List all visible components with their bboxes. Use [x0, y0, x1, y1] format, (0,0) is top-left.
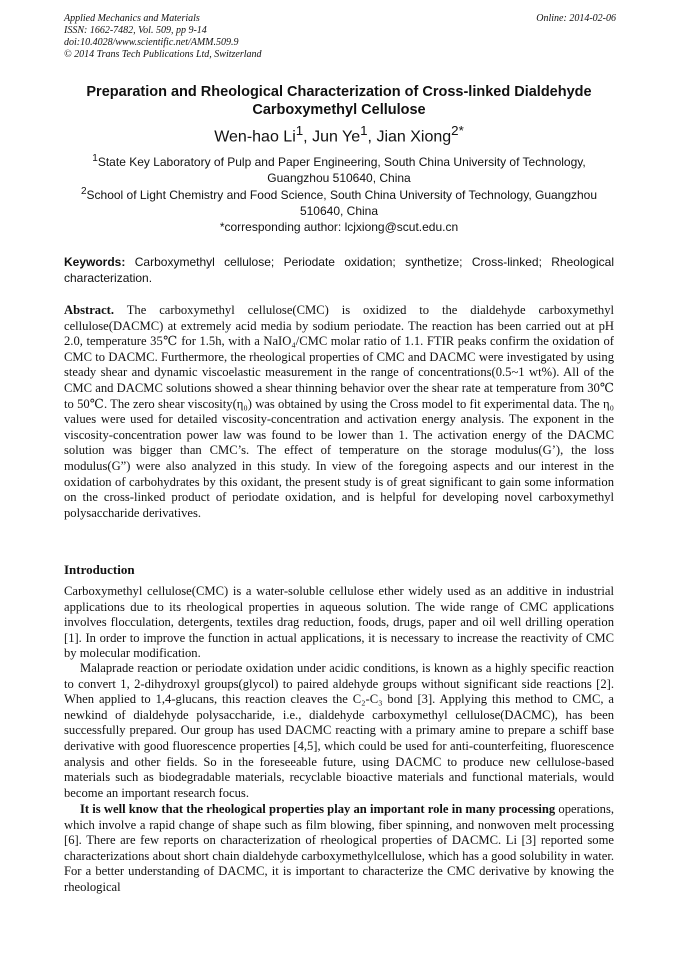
- journal-name: Applied Mechanics and Materials: [64, 13, 200, 24]
- abstract: [64, 303, 614, 521]
- affiliation-1: [64, 151, 614, 186]
- journal-header: [64, 13, 262, 61]
- copyright-line: © 2014 Trans Tech Publications Ltd, Switzerland: [64, 49, 262, 60]
- abstract-label: Abstract.: [64, 303, 115, 317]
- keywords-text: Carboxymethyl cellulose; Periodate oxidation; synthetize; Cross-linked; Rheological characterization.: [64, 255, 615, 285]
- affiliation-2: [64, 184, 614, 219]
- paper-title: Preparation and Rheological Characterization of Cross-linked Dialdehyde Carboxymethyl Cellulose: [86, 84, 592, 118]
- affiliation-sup: 1: [92, 153, 98, 164]
- affiliation-sup: 2: [80, 186, 87, 197]
- issn-line: ISSN: 1662-7482, Vol. 509, pp 9-14: [64, 25, 207, 36]
- author-separator: ,: [303, 128, 313, 146]
- abstract-text: The carboxymethyl cellulose(CMC) is oxidized to the dialdehyde carboxymethyl cellulose(DACMC) at extremely acid media by sodium periodate. The reaction has been carried out at pH 2.0, temperature 35℃ for 1.5h, with a NaIO₄/CMC molar ratio of 1.1. FTIR peaks confirm the oxidation of CMC to DACMC. Furthermore, the rheological properties of CMC and DACMC were investigated by using steady shear and dynamic viscoelastic measurement in the range of concentrations(0.5~1 wt%). All of the CMC and DACMC solutions showed a shear thinning behavior over the shear rate at temperature from 30℃ to 50℃. The zero shear viscosity(η₀) was obtained by using the Cross model to fit experimental data. The η₀ values were used for detailed viscosity-concentration and activation energy analysis. The exponent in the viscosity-concentration power law was found to be lower than 1. The activation energy of the DACMC solution was bigger than CMC’s. The effect of temperature on the storage modulus(G’), the loss modulus(G”) were also analyzed in this study. In view of the foregoing aspects and our interest in the oxidation of carbohydrates by this oxidant, the present study is of great significant to gain some information on the cross-linked product of periodate oxidation, and is helpful for developing novel carboxymethyl polysaccharide derivatives.: [64, 303, 615, 520]
- author-affil-sup: 1: [360, 123, 368, 138]
- author-affil-sup: 2*: [451, 123, 464, 138]
- keywords: [64, 254, 614, 286]
- intro-paragraph-3-text: operations, which involve a rapid change of shape such as film blowing, fiber spinning, and nonwoven melt processing [6]. There are few reports on characterization of rheological properties of DACMC. Li [3] reported some characterizations about short chain dialdehyde carboxymethylcellulose, which has a good solubility in water. For a better understanding of DACMC, it is important to characterize the CMC derivative by knowing the rheological: [64, 802, 614, 894]
- affiliation-text: State Key Laboratory of Pulp and Paper Engineering, South China University of Technology, Guangzhou 510640, China: [97, 155, 586, 185]
- intro-paragraph-2: Malaprade reaction or periodate oxidation under acidic conditions, is known as a highly specific reaction to convert 1, 2-dihydroxyl groups(glycol) to paired aldehyde groups without significant side reactions [2]. When applied to 1,4-glucans, this reaction cleaves the C₂-C₃ bond [3]. Applying this method to CMC, a newkind of dialdehyde polysaccharide, i.e., dialdehyde carboxymethyl cellulose(DACMC), has been successfully prepared. Our group has used DACMC reacting with a primary amine to prepare a schiff base derivative with good fluorescence properties [4,5], which could be used for anti-counterfeiting, fluorescence analysis and other fields. So in the foreseeable future, using DACMC to produce new cellulose-based materials such as biodegradable materials, recyclable bioactive materials and functional materials, would become an important research focus.: [64, 661, 614, 800]
- intro-paragraph-3: [64, 802, 614, 896]
- doi-line: doi:10.4028/www.scientific.net/AMM.509.9: [64, 37, 239, 48]
- affiliation-text: School of Light Chemistry and Food Science, South China University of Technology, Guangzhou 510640, China: [86, 188, 598, 218]
- corresponding-author: *corresponding author: lcjxiong@scut.edu.cn: [219, 220, 459, 234]
- keywords-label: Keywords:: [64, 255, 126, 269]
- author-name: Jian Xiong: [376, 128, 452, 146]
- author-affil-sup: 1: [295, 123, 304, 138]
- introduction-heading: Introduction: [64, 562, 135, 577]
- author-list: [64, 123, 614, 146]
- online-date: Online: 2014-02-06: [536, 13, 616, 24]
- author-name: Wen-hao Li: [214, 128, 296, 146]
- author-name: Jun Ye: [312, 128, 361, 146]
- author-separator: ,: [367, 128, 377, 146]
- intro-paragraph-3-bold: It is well know that the rheological properties play an important role in many processing: [80, 802, 556, 816]
- intro-paragraph-1: Carboxymethyl cellulose(CMC) is a water-soluble cellulose ether widely used as an additive in industrial applications due to its rheological properties in aqueous solution. The wide range of CMC applications involves flocculation, detergents, textiles drag reduction, foods, drugs, paper and oil well drilling operation [1]. In order to improve the function in actual applications, it is necessary to increase the reactivity of CMC by molecular modification.: [64, 584, 614, 661]
